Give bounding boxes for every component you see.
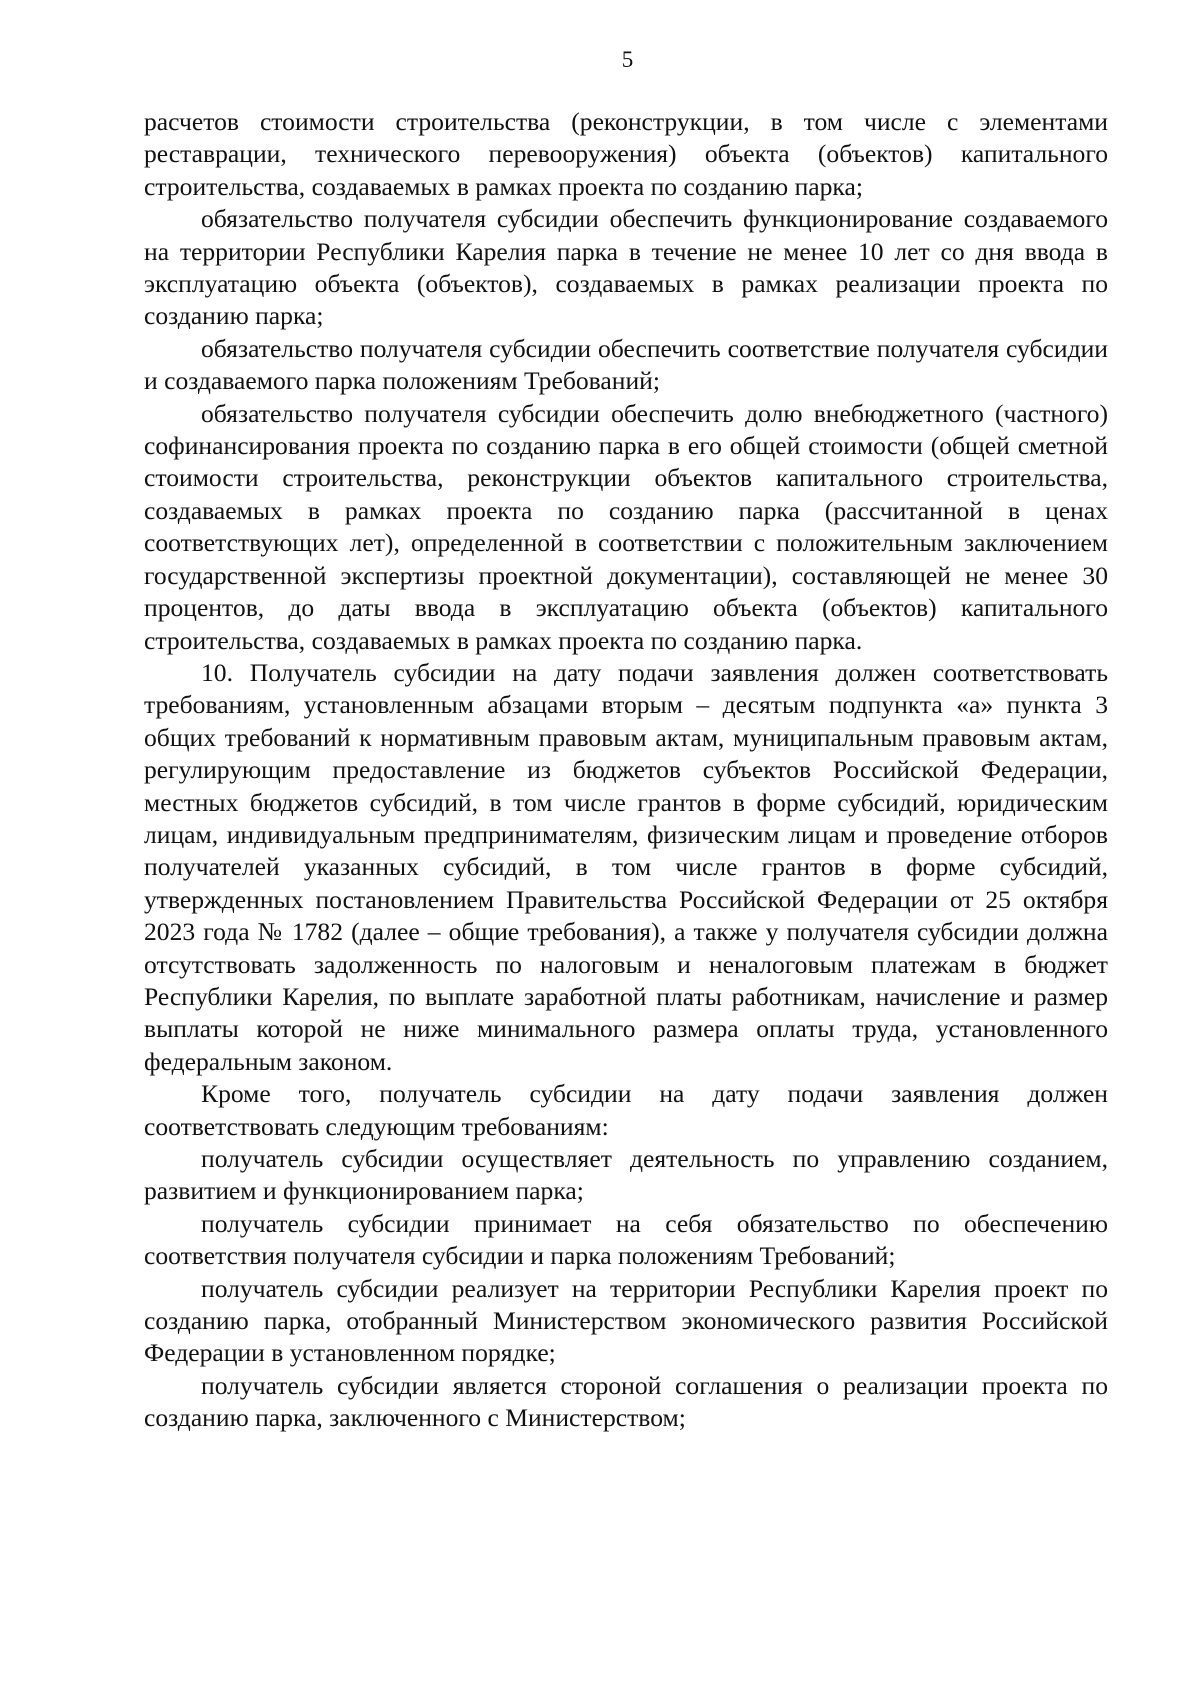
paragraph-obligation-park-operation: обязательство получателя субсидии обеспечить функционирование создаваемого на территории Республики Карелия парка в течение не менее 10 лет со дня ввода в эксплуатацию объекта (объектов), создаваемых в рамках реализации проекта по созданию парка;	[144, 204, 1108, 331]
paragraph-continuation: расчетов стоимости строительства (реконструкции, в том числе с элементами реставрации, технического перевооружения) объекта (объектов) капитального строительства, создаваемых в рамках проекта по созданию парка;	[144, 107, 1108, 201]
paragraph-requirement-management: получатель субсидии осуществляет деятельность по управлению созданием, развитием и функционированием парка;	[144, 1144, 1108, 1206]
paragraph-requirement-obligation: получатель субсидии принимает на себя обязательство по обеспечению соответствия получателя субсидии и парка положениям Требований;	[144, 1208, 1108, 1271]
paragraph-requirement-agreement: получатель субсидии является стороной соглашения о реализации проекта по созданию парка, заключенного с Министерством;	[144, 1370, 1108, 1433]
document-body	[144, 106, 1108, 1435]
paragraph-requirement-project: получатель субсидии реализует на территории Республики Карелия проект по созданию парка, отобранный Министерством экономического развития Российской Федерации в установленном порядке;	[144, 1273, 1108, 1368]
paragraph-obligation-cofinancing: обязательство получателя субсидии обеспечить долю внебюджетного (частного) софинансирования проекта по созданию парка в его общей стоимости (общей сметной стоимости строительства, реконструкции объектов капитального строительства, создаваемых в рамках проекта по созданию парка (рассчитанной в ценах соответствующих лет), определенной в соответствии с положительным заключением государственной экспертизы проектной документации), составляющей не менее 30 процентов, до даты ввода в эксплуатацию объекта (объектов) капитального строительства, создаваемых в рамках проекта по созданию парка.	[144, 398, 1108, 655]
page-number: 5	[621, 47, 634, 72]
paragraph-obligation-compliance: обязательство получателя субсидии обеспечить соответствие получателя субсидии и создаваемого парка положениям Требований;	[144, 333, 1108, 396]
paragraph-additional-requirements: Кроме того, получатель субсидии на дату подачи заявления должен соответствовать следующим требованиям:	[144, 1079, 1108, 1141]
paragraph-item-10: 10. Получатель субсидии на дату подачи заявления должен соответствовать требованиям, установленным абзацами вторым – десятым подпункта «а» пункта 3 общих требований к нормативным правовым актам, муниципальным правовым актам, регулирующим предоставление из бюджетов субъектов Российской Федерации, местных бюджетов субсидий, в том числе грантов в форме субсидий, юридическим лицам, индивидуальным предпринимателям, физическим лицам и проведение отборов получателей указанных субсидий, в том числе грантов в форме субсидий, утвержденных постановлением Правительства Российской Федерации от 25 октября 2023 года № 1782 (далее – общие требования), а также у получателя субсидии должна отсутствовать задолженность по налоговым и неналоговым платежам в бюджет Республики Карелия, по выплате заработной платы работникам, начисление и размер выплаты которой не ниже минимального размера оплаты труда, установленного федеральным законом.	[144, 657, 1108, 1076]
